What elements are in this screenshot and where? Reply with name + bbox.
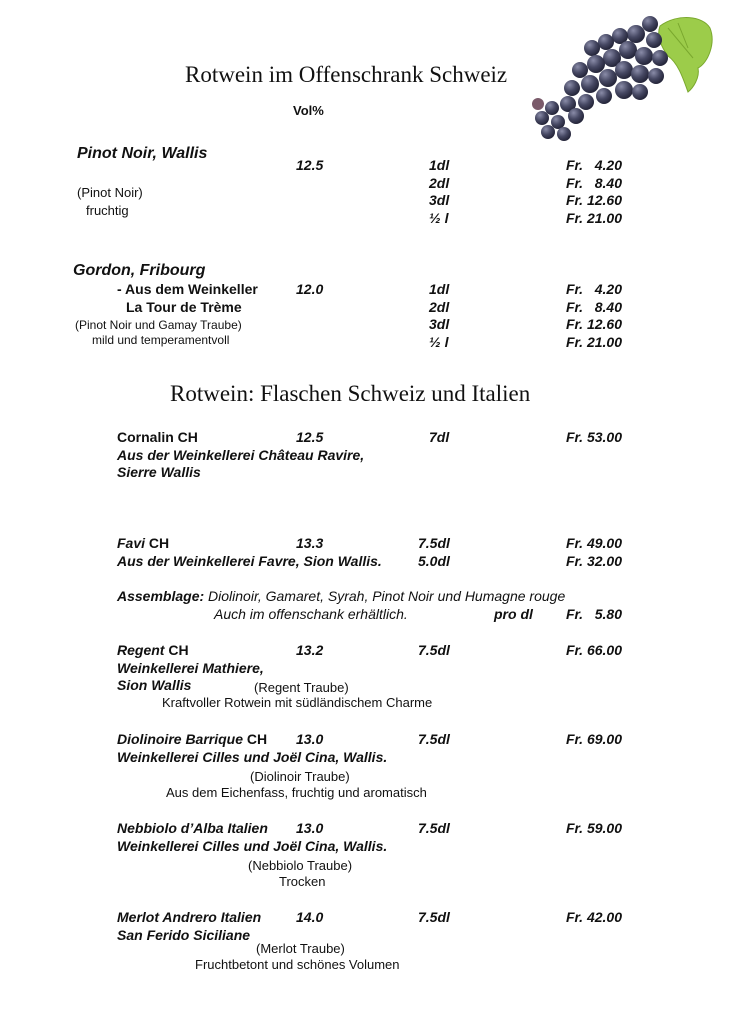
wine-name: Gordon, Fribourg: [73, 262, 206, 279]
price: Fr. 59.00: [565, 820, 622, 836]
wine-vol: 12.5: [296, 429, 324, 445]
size: 7dl: [429, 429, 450, 445]
assemblage: [117, 588, 565, 604]
price: Fr. 32.00: [565, 553, 622, 569]
price: Fr. 49.00: [565, 535, 622, 551]
wine-vol: 12.0: [296, 281, 324, 297]
size: 7.5dl: [418, 535, 450, 551]
size: 7.5dl: [418, 909, 450, 925]
wine-name: Pinot Noir, Wallis: [77, 145, 208, 162]
wine-vol: 14.0: [296, 909, 324, 925]
wine-description: Trocken: [279, 874, 326, 889]
size: 1dl: [429, 157, 450, 173]
wine-producer: Sion Wallis: [117, 677, 192, 693]
price: Fr. 42.00: [565, 909, 622, 925]
wine-producer: Aus der Weinkellerei Favre, Sion Wallis.: [117, 553, 382, 569]
size: 3dl: [429, 192, 450, 208]
wine-grape: (Regent Traube): [254, 680, 349, 695]
assemblage-label: Assemblage:: [117, 588, 205, 604]
size: ½ l: [429, 334, 449, 350]
size: 5.0dl: [418, 553, 450, 569]
wine-producer: Sierre Wallis: [117, 464, 201, 480]
per-dl-label: pro dl: [494, 606, 533, 622]
size: 2dl: [429, 175, 450, 191]
wine-description: mild und temperamentvoll: [92, 333, 230, 347]
price: Fr. 5.80: [565, 606, 622, 622]
wine-name-country: CH: [145, 535, 170, 551]
wine-description: Fruchtbetont und schönes Volumen: [195, 957, 400, 972]
wine-name-main: Favi: [117, 535, 146, 551]
grapes-icon: [528, 8, 723, 148]
vol-header: Vol%: [293, 103, 324, 118]
price: Fr. 8.40: [565, 175, 622, 191]
wine-grape: (Nebbiolo Traube): [248, 858, 353, 873]
wine-producer: Aus der Weinkellerei Château Ravire,: [117, 447, 365, 463]
assemblage-text: Diolinoir, Gamaret, Syrah, Pinot Noir und Humagne rouge: [204, 588, 566, 604]
wine-name: [117, 731, 267, 747]
size: 2dl: [429, 299, 450, 315]
wine-origin: La Tour de Trème: [126, 299, 242, 315]
size: 7.5dl: [418, 731, 450, 747]
wine-name: [117, 642, 189, 658]
wine-name: Cornalin CH: [117, 429, 198, 445]
section-title-bottles: Rotwein: Flaschen Schweiz und Italien: [170, 381, 531, 406]
wine-grape: (Merlot Traube): [256, 941, 345, 956]
wine-producer: San Ferido Siciliane: [117, 927, 251, 943]
wine-name-country: CH: [164, 642, 189, 658]
size: 1dl: [429, 281, 450, 297]
open-note: Auch im offenschank erhältlich.: [214, 606, 408, 622]
wine-name-main: Regent: [117, 642, 165, 658]
wine-grape: (Pinot Noir): [77, 185, 143, 200]
wine-name-country: CH: [243, 731, 268, 747]
size: 7.5dl: [418, 642, 450, 658]
price: Fr. 21.00: [565, 210, 622, 226]
wine-producer: Weinkellerei Mathiere,: [117, 660, 264, 676]
wine-description: Aus dem Eichenfass, fruchtig und aromatisch: [166, 785, 427, 800]
price: Fr. 21.00: [565, 334, 622, 350]
wine-vol: 13.3: [296, 535, 324, 551]
price: Fr. 4.20: [565, 281, 622, 297]
size: ½ l: [429, 210, 449, 226]
wine-name: Merlot Andrero Italien: [117, 909, 262, 925]
price: Fr. 8.40: [565, 299, 622, 315]
wine-name: [117, 535, 169, 551]
wine-description: fruchtig: [86, 203, 129, 218]
wine-name: Nebbiolo d’Alba Italien: [117, 820, 268, 836]
wine-origin: - Aus dem Weinkeller: [117, 281, 258, 297]
wine-vol: 13.2: [296, 642, 324, 658]
wine-name-main: Diolinoire Barrique: [117, 731, 244, 747]
wine-description: Kraftvoller Rotwein mit südländischem Charme: [162, 695, 433, 710]
wine-grape: (Pinot Noir und Gamay Traube): [75, 318, 242, 332]
price: Fr. 66.00: [565, 642, 622, 658]
price: Fr. 69.00: [565, 731, 622, 747]
wine-vol: 12.5: [296, 157, 324, 173]
size: 7.5dl: [418, 820, 450, 836]
wine-producer: Weinkellerei Cilles und Joël Cina, Wallis.: [117, 749, 388, 765]
price: Fr. 4.20: [565, 157, 622, 173]
section-title-open-wine: Rotwein im Offenschrank Schweiz: [185, 62, 508, 87]
wine-vol: 13.0: [296, 731, 324, 747]
size: 3dl: [429, 316, 450, 332]
wine-producer: Weinkellerei Cilles und Joël Cina, Wallis.: [117, 838, 388, 854]
price: Fr. 53.00: [565, 429, 622, 445]
price: Fr. 12.60: [565, 192, 622, 208]
wine-vol: 13.0: [296, 820, 324, 836]
wine-grape: (Diolinoir Traube): [250, 769, 350, 784]
price: Fr. 12.60: [565, 316, 622, 332]
